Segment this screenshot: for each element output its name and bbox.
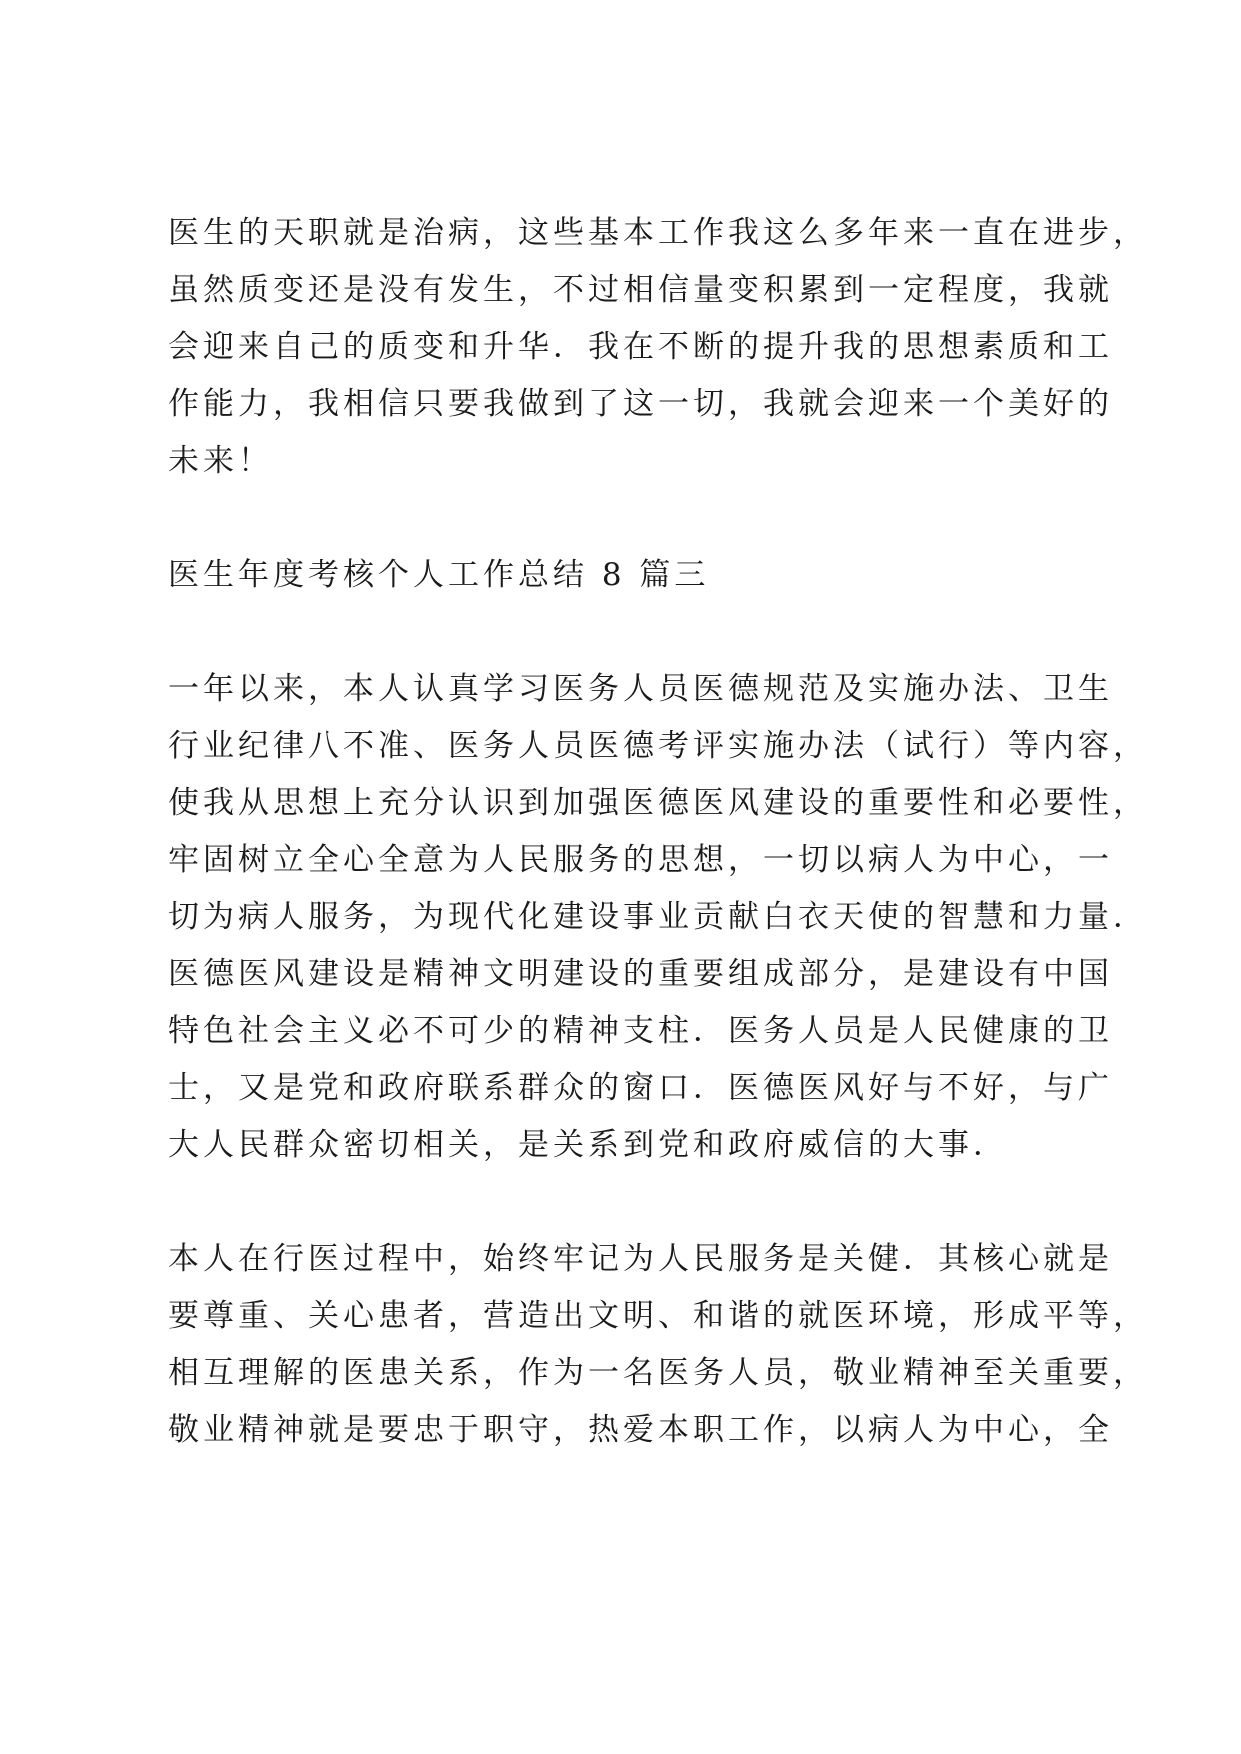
heading-text: 医生年度考核个人工作总结 8 篇三 [168,557,710,593]
text-line: 医德医风建设是精神文明建设的重要组成部分，是建设有中国 [168,956,1113,992]
text-line: 相互理解的医患关系，作为一名医务人员，敬业精神至关重要， [168,1355,1148,1391]
text-line: 特色社会主义必不可少的精神支柱．医务人员是人民健康的卫 [168,1013,1113,1049]
text-line: 敬业精神就是要忠于职守，热爱本职工作，以病人为中心，全 [168,1412,1113,1448]
text-line: 士，又是党和政府联系群众的窗口．医德医风好与不好，与广 [168,1070,1113,1106]
text-line: 要尊重、关心患者，营造出文明、和谐的就医环境，形成平等， [168,1298,1148,1334]
paragraph-3 [168,1231,1148,1459]
document-body [168,205,1148,1459]
text-line: 切为病人服务，为现代化建设事业贡献白衣天使的智慧和力量． [168,899,1148,935]
section-heading [168,547,1088,604]
text-line: 会迎来自己的质变和升华．我在不断的提升我的思想素质和工 [168,329,1113,365]
paragraph-gap [168,1174,1088,1231]
text-line: 作能力，我相信只要我做到了这一切，我就会迎来一个美好的 [168,386,1113,422]
text-line: 牢固树立全心全意为人民服务的思想，一切以病人为中心，一 [168,842,1113,878]
paragraph-1 [168,205,1148,490]
text-line: 未来！ [168,443,273,479]
text-line: 行业纪律八不准、医务人员医德考评实施办法（试行）等内容， [168,728,1148,764]
text-line: 医生的天职就是治病，这些基本工作我这么多年来一直在进步， [168,215,1148,251]
text-line: 一年以来，本人认真学习医务人员医德规范及实施办法、卫生 [168,671,1113,707]
paragraph-gap [168,490,1088,547]
text-line: 使我从思想上充分认识到加强医德医风建设的重要性和必要性， [168,785,1148,821]
text-line: 大人民群众密切相关，是关系到党和政府威信的大事． [168,1127,1008,1163]
paragraph-gap [168,604,1088,661]
paragraph-2 [168,661,1148,1174]
text-line: 本人在行医过程中，始终牢记为人民服务是关健．其核心就是 [168,1241,1113,1277]
text-line: 虽然质变还是没有发生，不过相信量变积累到一定程度，我就 [168,272,1113,308]
